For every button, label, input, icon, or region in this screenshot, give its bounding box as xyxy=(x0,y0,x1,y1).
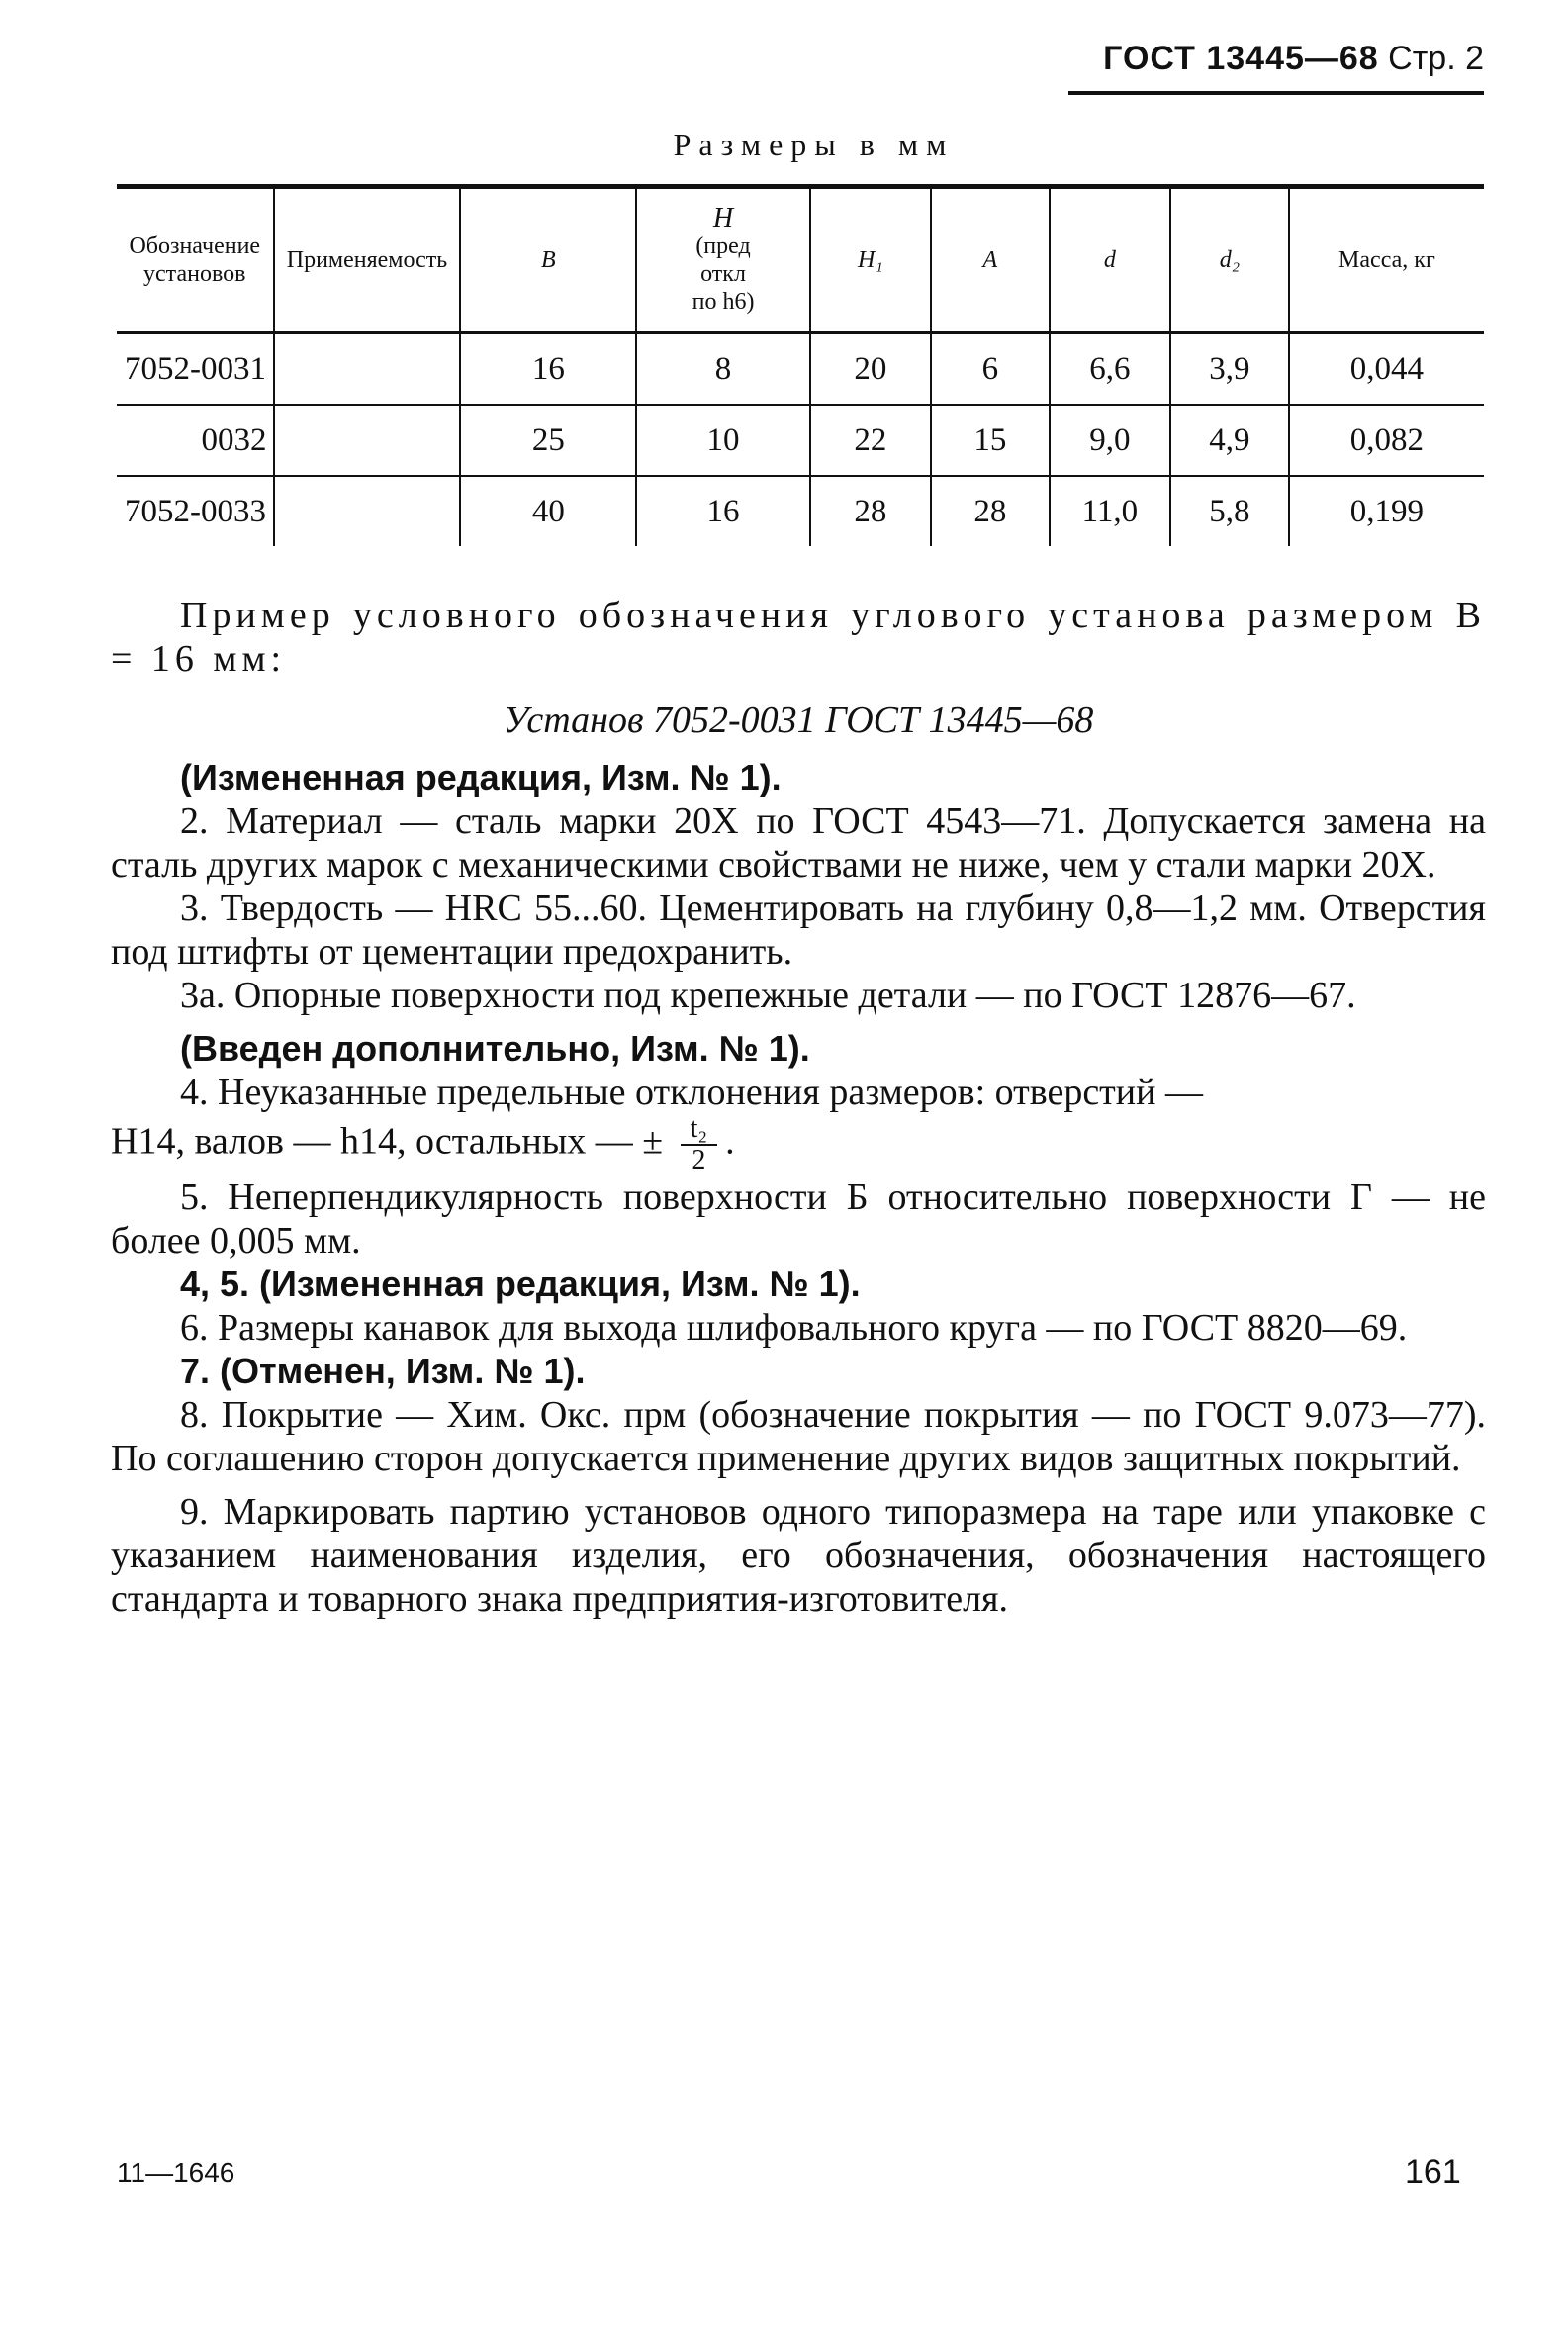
table-header-row xyxy=(117,187,1484,333)
page-header xyxy=(1068,40,1484,78)
clause-2: 2. Материал — сталь марки 20Х по ГОСТ 4543—71. Допускается замена на сталь других марок с механическими свойствами не ниже, чем у стали марки 20Х. xyxy=(111,800,1486,886)
cell-a: 6 xyxy=(931,333,1050,406)
cell-d: 6,6 xyxy=(1050,333,1170,406)
footer-print-code: 11—1646 xyxy=(117,2157,235,2188)
header-designation: Обозначение установов xyxy=(129,234,261,287)
cell-mass: 0,082 xyxy=(1289,405,1484,476)
table-row xyxy=(117,333,1484,406)
header-rule xyxy=(1068,91,1484,95)
cell-designation: 7052-0031 xyxy=(125,350,266,387)
header-d2: d₂ xyxy=(1170,187,1289,333)
cell-b: 16 xyxy=(460,333,636,406)
clause-3a: 3а. Опорные поверхности под крепежные детали — по ГОСТ 12876—67. xyxy=(180,975,1356,1016)
table-row xyxy=(117,405,1484,476)
standard-code: ГОСТ 13445—68 xyxy=(1103,40,1379,77)
clause-8: 8. Покрытие — Хим. Окс. прм (обозначение покрытия — по ГОСТ 9.073—77). По соглашению сторон допускается применение других видов защитных покрытий. xyxy=(111,1394,1486,1479)
header-h-line4: по h6) xyxy=(692,289,755,315)
clause-4-line1: 4. Неуказанные предельные отклонения размеров: отверстий — xyxy=(180,1072,1203,1113)
cell-designation: 0032 xyxy=(201,422,267,458)
cell-applicability xyxy=(274,405,461,476)
cell-a: 28 xyxy=(931,476,1050,546)
amendment-note: (Измененная редакция, Изм. № 1). xyxy=(180,757,782,797)
cell-applicability xyxy=(274,333,461,406)
cell-d: 11,0 xyxy=(1050,476,1170,546)
cell-applicability xyxy=(274,476,461,546)
clause-6: 6. Размеры канавок для выхода шлифовального круга — по ГОСТ 8820—69. xyxy=(180,1307,1408,1349)
header-applicability: Применяемость xyxy=(274,187,461,333)
cell-b: 40 xyxy=(460,476,636,546)
clause-9: 9. Маркировать партию установов одного типоразмера на таре или упаковке с указанием наименования изделия, его обозначения, обозначения настоящего стандарта и товарного знака предприятия-изготовителя. xyxy=(111,1491,1486,1620)
header-h-symbol: H xyxy=(712,203,734,234)
page-number-label: Стр. 2 xyxy=(1388,40,1484,77)
header-h xyxy=(636,187,810,333)
clause-4-text: H14, валов — h14, остальных — ± xyxy=(111,1120,664,1163)
clause-5: 5. Неперпендикулярность поверхности Б относительно поверхности Г — не более 0,005 мм. xyxy=(111,1176,1486,1262)
table-caption: Размеры в мм xyxy=(673,127,955,162)
cell-d: 9,0 xyxy=(1050,405,1170,476)
cell-d2: 3,9 xyxy=(1170,333,1289,406)
example-designation: Установ 7052-0031 ГОСТ 13445—68 xyxy=(503,700,1094,741)
tolerance-fraction xyxy=(681,1114,718,1175)
cell-h1: 28 xyxy=(810,476,931,546)
clause-7: 7. (Отменен, Изм. № 1). xyxy=(180,1351,586,1391)
header-mass: Масса, кг xyxy=(1289,187,1484,333)
cell-h: 8 xyxy=(636,333,810,406)
cell-d2: 5,8 xyxy=(1170,476,1289,546)
cell-a: 15 xyxy=(931,405,1050,476)
footer-page-number: 161 xyxy=(1405,2153,1461,2191)
cell-h: 10 xyxy=(636,405,810,476)
header-d: d xyxy=(1050,187,1170,333)
table-row xyxy=(117,476,1484,546)
cell-b: 25 xyxy=(460,405,636,476)
header-b: B xyxy=(460,187,636,333)
cell-designation: 7052-0033 xyxy=(125,493,266,529)
cell-h1: 20 xyxy=(810,333,931,406)
cell-d2: 4,9 xyxy=(1170,405,1289,476)
amendment-note: 4, 5. (Измененная редакция, Изм. № 1). xyxy=(180,1264,861,1304)
clause-4-line2 xyxy=(111,1114,1486,1175)
cell-h1: 22 xyxy=(810,405,931,476)
header-h-line3: откл xyxy=(700,261,746,287)
cell-mass: 0,044 xyxy=(1289,333,1484,406)
header-a: A xyxy=(931,187,1050,333)
cell-mass: 0,199 xyxy=(1289,476,1484,546)
header-h1: H₁ xyxy=(810,187,931,333)
dimensions-table-wrap xyxy=(117,184,1484,546)
header-h-line2: (пред xyxy=(695,234,751,259)
clause-4-end: . xyxy=(725,1120,735,1163)
document-body xyxy=(111,594,1486,1621)
clause-3: 3. Твердость — HRC 55...60. Цементировать на глубину 0,8—1,2 мм. Отверстия под штифты от цементации предохранить. xyxy=(111,888,1486,973)
cell-h: 16 xyxy=(636,476,810,546)
amendment-note: (Введен дополнительно, Изм. № 1). xyxy=(180,1028,810,1069)
fraction-numerator: t₂ xyxy=(681,1114,718,1146)
fraction-denominator: 2 xyxy=(692,1145,706,1175)
dimensions-table xyxy=(117,184,1484,546)
example-intro: Пример условного обозначения углового устанoва размером B = 16 мм: xyxy=(111,595,1486,680)
